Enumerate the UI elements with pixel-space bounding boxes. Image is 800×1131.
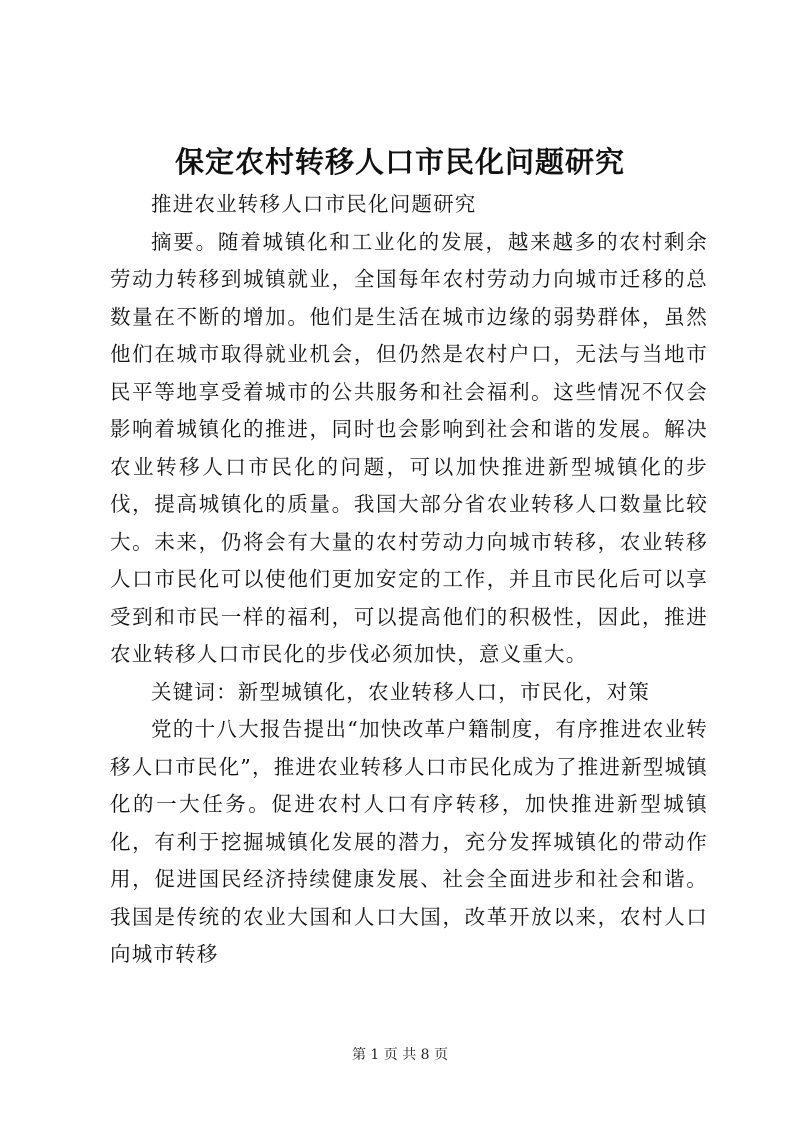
document-title: 保定农村转移人口市民化问题研究 — [174, 145, 625, 179]
abstract-paragraph: 摘要。随着城镇化和工业化的发展，越来越多的农村剩余劳动力转移到城镇就业，全国每年农村劳动力向城市迁移的总数量在不断的增加。他们是生活在城市边缘的弱势群体，虽然他们在城市取得就业机会，但仍然是农村户口，无法与当地市民平等地享受着城市的公共服务和社会福利。这些情况不仅会影响着城镇化的推进，同时也会影响到社会和谐的发展。解决农业转移人口市民化的问题，可以加快推进新型城镇化的步伐，提高城镇化的质量。我国大部分省农业转移人口数量比较大。未来，仍将会有大量的农村劳动力向城市转移，农业转移人口市民化可以使他们更加安定的工作，并且市民化后可以享受到和市民一样的福利，可以提高他们的积极性，因此，推进农业转移人口市民化的步伐必须加快，意义重大。 — [110, 229, 708, 666]
page-footer: 第 1 页 共 8 页 — [351, 1047, 449, 1063]
intro-paragraph: 党的十八大报告提出“加快改革户籍制度，有序推进农业转移人口市民化”，推进农业转移人口市民化成为了推进新型城镇化的一大任务。促进农村人口有序转移，加快推进新型城镇化，有利于挖掘城镇化发展的潜力，充分发挥城镇化的带动作用，促进国民经济持续健康发展、社会全面进步和社会和谐。我国是传统的农业大国和人口大国，改革开放以来，农村人口向城市转移 — [110, 717, 708, 966]
keywords-paragraph: 关键词：新型城镇化，农业转移人口，市民化，对策 — [151, 679, 651, 704]
document-body — [110, 186, 708, 974]
subtitle-paragraph: 推进农业转移人口市民化问题研究 — [151, 192, 477, 216]
